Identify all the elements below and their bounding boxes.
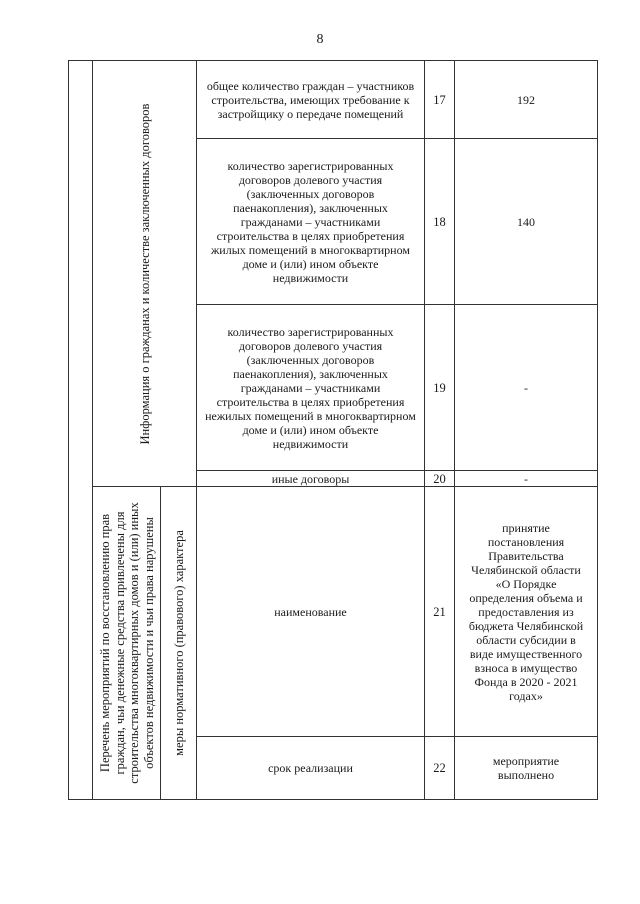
row-value: 140 xyxy=(455,139,598,305)
row-value: мероприятие выполнено xyxy=(455,737,598,800)
section-measures-header xyxy=(93,487,161,800)
section-measures-subtitle: меры нормативного (правового) характера xyxy=(171,530,186,756)
section-measures-subheader xyxy=(161,487,197,800)
page-number: 8 xyxy=(316,32,324,47)
section-info-header xyxy=(93,61,197,487)
table-row xyxy=(69,487,598,737)
row-number: 19 xyxy=(425,305,455,471)
row-description: количество зарегистрированных договоров долевого участия (заключенных договоров паенакопления), заключенных гражданами – участниками строительства в целях приобретения жилых помещений в многоквартирном доме и (или) ином объекте недвижимости xyxy=(197,139,425,305)
section-measures-title-line: Перечень мероприятий по восстановлению прав xyxy=(97,513,112,773)
row-number: 22 xyxy=(425,737,455,800)
section-info-title: Информация о гражданах и количестве заключенных договоров xyxy=(137,103,152,444)
row-number: 21 xyxy=(425,487,455,737)
row-number: 20 xyxy=(425,471,455,487)
table-row xyxy=(69,61,598,139)
section-measures-title-line: объектов недвижимости и чьи права нарушены xyxy=(141,517,155,769)
section-measures-title xyxy=(98,502,156,783)
row-description: наименование xyxy=(197,487,425,737)
row-number: 17 xyxy=(425,61,455,139)
row-number: 18 xyxy=(425,139,455,305)
row-value: 192 xyxy=(455,61,598,139)
left-margin-column xyxy=(69,61,93,800)
data-table xyxy=(68,60,598,800)
row-description: срок реализации xyxy=(197,737,425,800)
row-value: - xyxy=(455,305,598,471)
row-description: количество зарегистрированных договоров долевого участия (заключенных договоров паенакопления), заключенных гражданами – участниками строительства в целях приобретения нежилых помещений в многоквартирном доме и (или) ином объекте недвижимости xyxy=(197,305,425,471)
row-value: принятие постановления Правительства Челябинской области «О Порядке определения объема и предоставления из бюджета Челябинской области субсидии в виде имущественного взноса в имущество Фонда в 2020 - 2021 годах» xyxy=(455,487,598,737)
row-description: иные договоры xyxy=(197,471,425,487)
row-description: общее количество граждан – участников строительства, имеющих требование к застройщику о передаче помещений xyxy=(197,61,425,139)
row-value: - xyxy=(455,471,598,487)
section-measures-title-line: граждан, чьи денежные средства привлечены для xyxy=(112,511,126,775)
section-measures-title-line: строительства многоквартирных домов и (или) иных xyxy=(126,502,141,784)
